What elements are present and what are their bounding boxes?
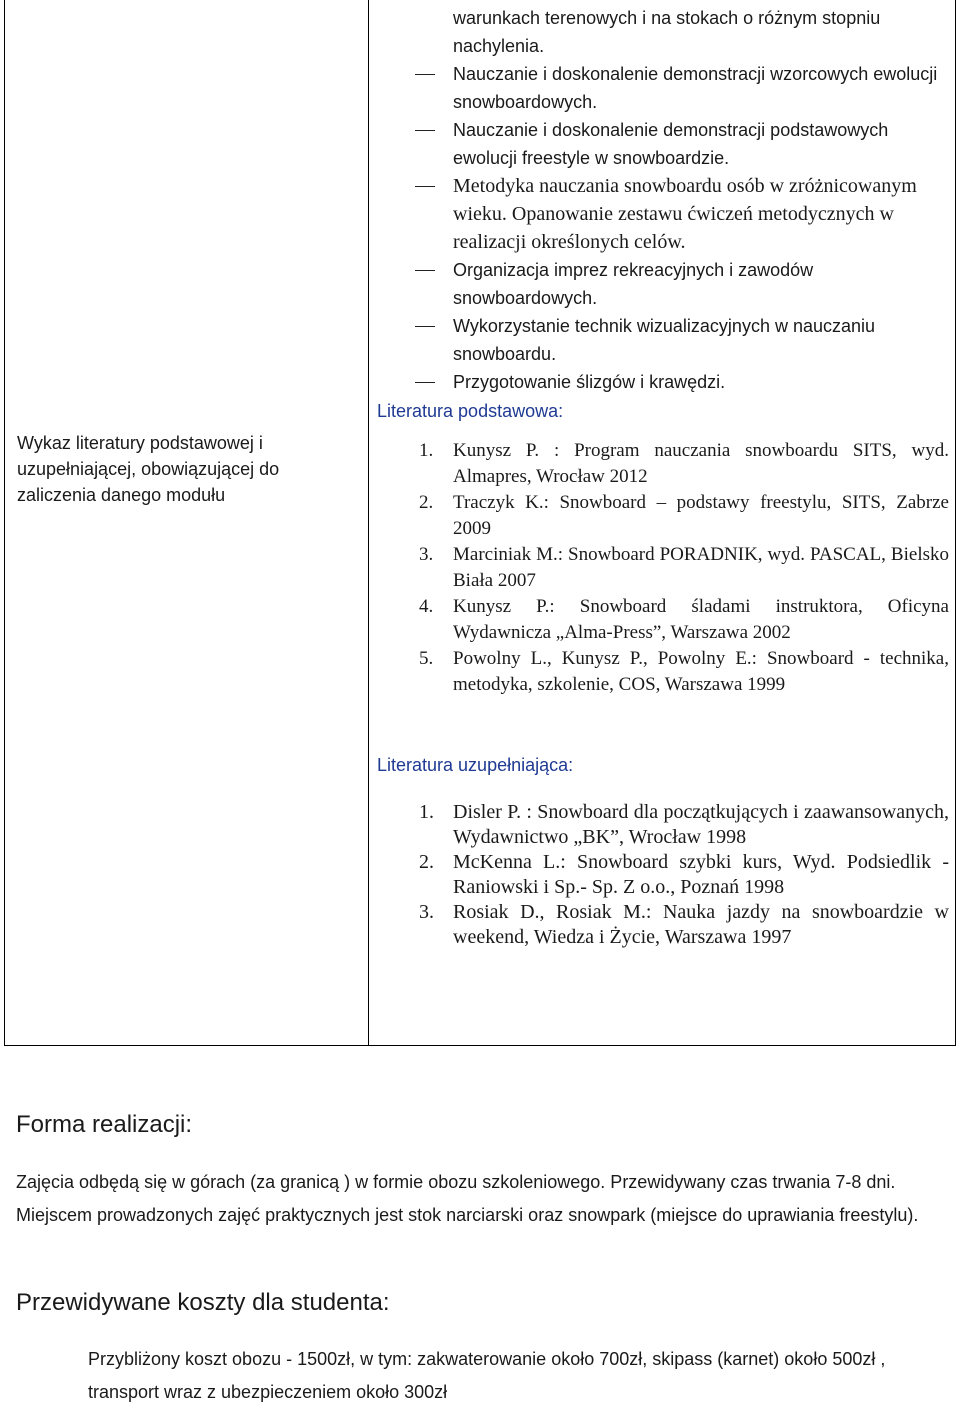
supplementary-literature-list — [377, 800, 949, 950]
dash-item: Wykorzystanie technik wizualizacyjnych w nauczaniu snowboardu. — [377, 312, 949, 368]
forma-section — [16, 1110, 946, 1232]
literature-label-cell: Wykaz literatury podstawowej i uzupełniającej, obowiązującej do zaliczenia danego modułu — [17, 433, 280, 505]
entry-number: 1. — [419, 801, 434, 823]
koszty-text: Przybliżony koszt obozu - 1500zł, w tym: zakwaterowanie około 700zł, skipass (karnet) około 500zł , transport wraz z ubezpieczeniem około 300zł — [88, 1349, 886, 1402]
entry-text: Marciniak M.: Snowboard PORADNIK, wyd. PASCAL, Bielsko Biała 2007 — [453, 544, 949, 591]
literature-entry — [377, 800, 949, 850]
literature-entry — [377, 490, 949, 542]
dash-item: Organizacja imprez rekreacyjnych i zawodów snowboardowych. — [377, 256, 949, 312]
literature-entry — [377, 900, 949, 950]
dash-item: Nauczanie i doskonalenie demonstracji podstawowych ewolucji freestyle w snowboardzie. — [377, 116, 949, 172]
literature-entry — [377, 542, 949, 594]
entry-text: Kunysz P. : Program nauczania snowboardu SITS, wyd. Almapres, Wrocław 2012 — [453, 440, 949, 487]
entry-number: 2. — [419, 851, 434, 873]
column-divider — [368, 0, 369, 1045]
entry-text: McKenna L.: Snowboard szybki kurs, Wyd. Podsiedlik - Raniowski i Sp.- Sp. Z o.o., Poznań 1998 — [453, 851, 949, 898]
literature-entry — [377, 646, 949, 698]
entry-number: 5. — [419, 648, 434, 669]
entry-text: Rosiak D., Rosiak M.: Nauka jazdy na snowboardzie w weekend, Wiedza i Życie, Warszawa 1997 — [453, 901, 949, 948]
entry-number: 1. — [419, 440, 434, 461]
entry-number: 4. — [419, 596, 434, 617]
syllabus-table — [4, 0, 956, 1046]
basic-literature-heading: Literatura podstawowa: — [377, 401, 564, 421]
forma-text: Zajęcia odbędą się w górach (za granicą ) w formie obozu szkoleniowego. Przewidywany czas trwania 7-8 dni. Miejscem prowadzonych zajęć praktycznych jest stok narciarski oraz snowpark (miejsce do uprawiania freestylu). — [16, 1172, 919, 1225]
literature-entry — [377, 594, 949, 646]
entry-text: Traczyk K.: Snowboard – podstawy freestylu, SITS, Zabrze 2009 — [453, 492, 949, 539]
entry-number: 2. — [419, 492, 434, 513]
dash-item: Przygotowanie ślizgów i krawędzi. — [377, 368, 949, 396]
koszty-title: Przewidywane koszty dla studenta: — [16, 1289, 390, 1316]
entry-text: Powolny L., Kunysz P., Powolny E.: Snowboard - technika, metodyka, szkolenie, COS, Warszawa 1999 — [453, 648, 949, 695]
entry-text: Disler P. : Snowboard dla początkujących i zaawansowanych, Wydawnictwo „BK”, Wrocław 1998 — [453, 801, 949, 848]
supplementary-literature-heading: Literatura uzupełniająca: — [377, 755, 574, 775]
entry-number: 3. — [419, 901, 434, 923]
entry-number: 3. — [419, 544, 434, 565]
koszty-section — [16, 1288, 946, 1409]
dash-item: Metodyka nauczania snowboardu osób w zróżnicowanym wieku. Opanowanie zestawu ćwiczeń metodycznych w realizacji określonych celów. — [377, 172, 949, 256]
literature-entry — [377, 850, 949, 900]
top-continuation-text: warunkach terenowych i na stokach o różnym stopniu nachylenia. — [453, 8, 881, 56]
literature-entry — [377, 438, 949, 490]
dash-item: Nauczanie i doskonalenie demonstracji wzorcowych ewolucji snowboardowych. — [377, 60, 949, 116]
basic-literature-list — [377, 438, 949, 698]
forma-title: Forma realizacji: — [16, 1111, 193, 1138]
content-cell — [377, 4, 949, 950]
entry-text: Kunysz P.: Snowboard śladami instruktora, Oficyna Wydawnicza „Alma-Press”, Warszawa 2002 — [453, 596, 949, 643]
